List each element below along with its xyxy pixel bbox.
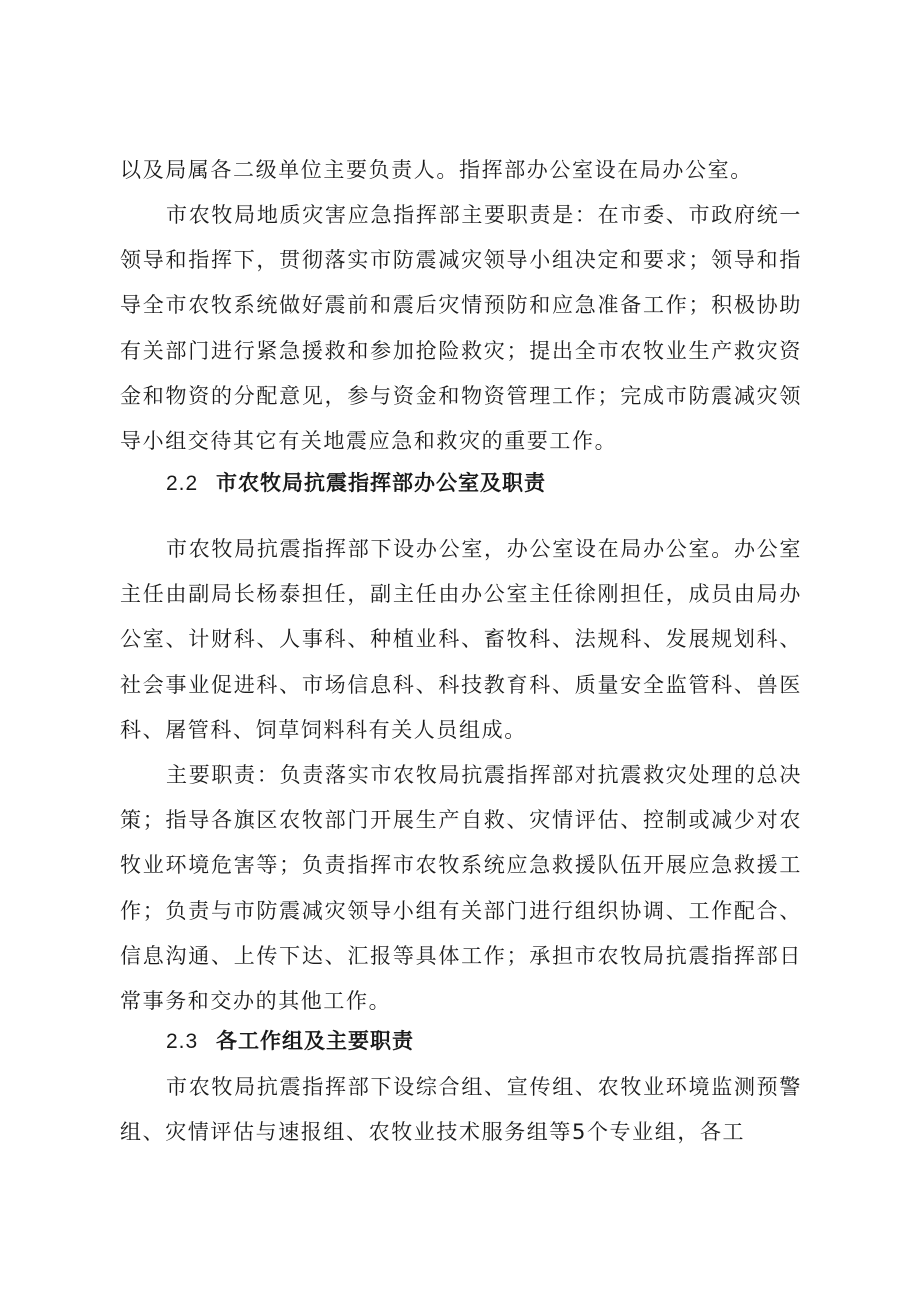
- section-heading-2-3: [166, 1026, 414, 1057]
- section-number: 2.3: [166, 1030, 199, 1053]
- paragraph-office-duties: 主要职责：负责落实市农牧局抗震指挥部对抗震救灾处理的总决策；指导各旗区农牧部门开展生产自救、灾情评估、控制或减少对农牧业环境危害等；负责指挥市农牧系统应急救援队伍开展应急救援工作；负责与市防震减灾领导小组有关部门进行组织协调、工作配合、信息沟通、上传下达、汇报等具体工作；承担市农牧局抗震指挥部日常事务和交办的其他工作。: [120, 763, 802, 1014]
- paragraph-command-duties: 市农牧局地质灾害应急指挥部主要职责是：在市委、市政府统一领导和指挥下，贯彻落实市防震减灾领导小组决定和要求；领导和指导全市农牧系统做好震前和震后灾情预防和应急准备工作；积极协助有关部门进行紧急援救和参加抢险救灾；提出全市农牧业生产救灾资金和物资的分配意见，参与资金和物资管理工作；完成市防震减灾领导小组交待其它有关地震应急和救灾的重要工作。: [120, 203, 802, 454]
- paragraph-office-members: 市农牧局抗震指挥部下设办公室，办公室设在局办公室。办公室主任由副局长杨泰担任，副主任由办公室主任徐刚担任，成员由局办公室、计财科、人事科、种植业科、畜牧科、法规科、发展规划科、社会事业促进科、市场信息科、科技教育科、质量安全监管科、兽医科、屠管科、饲草饲料科有关人员组成。: [120, 537, 802, 742]
- section-number: 2.2: [166, 472, 199, 495]
- section-title: 各工作组及主要职责: [216, 1029, 414, 1053]
- section-heading-2-2: [166, 468, 546, 499]
- paragraph-work-groups: 市农牧局抗震指挥部下设综合组、宣传组、农牧业环境监测预警组、灾情评估与速报组、农牧业技术服务组等5个专业组，各工: [120, 1075, 802, 1145]
- paragraph-command-office-location: 以及局属各二级单位主要负责人。指挥部办公室设在局办公室。: [120, 158, 753, 182]
- section-title: 市农牧局抗震指挥部办公室及职责: [216, 471, 546, 495]
